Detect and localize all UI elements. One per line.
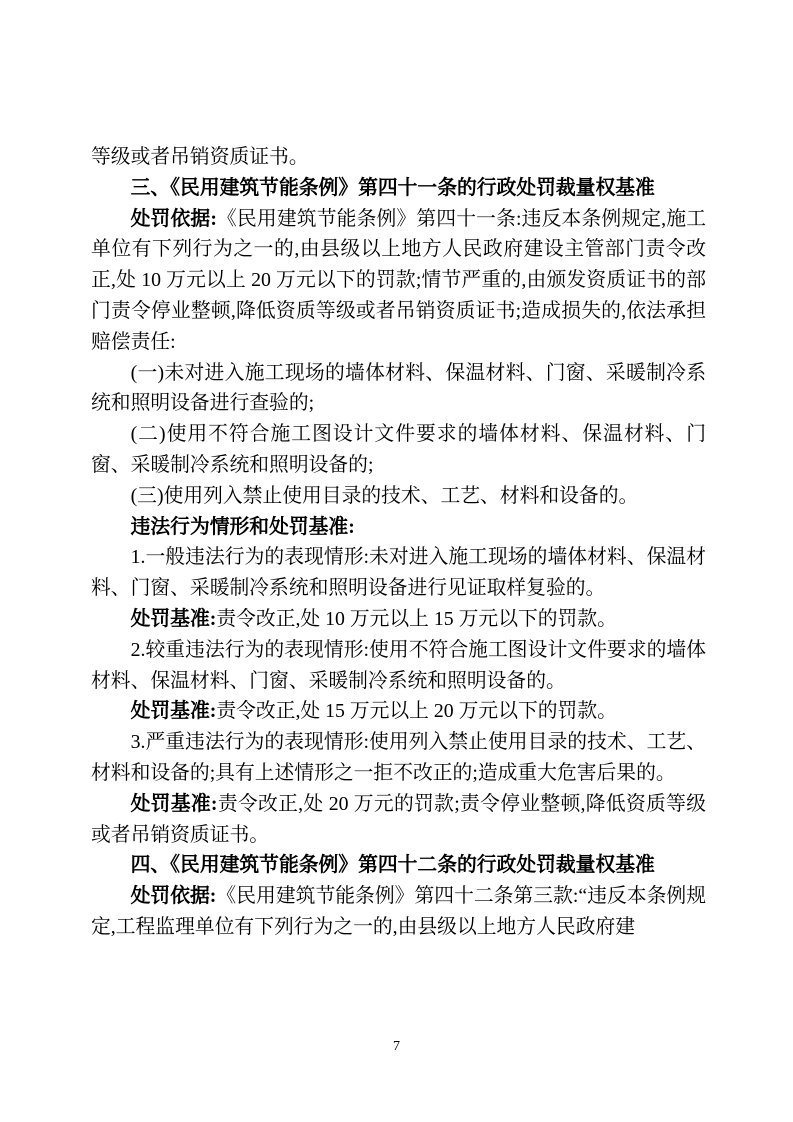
list-item-2: (二)使用不符合施工图设计文件要求的墙体材料、保温材料、门窗、采暖制冷系统和照明设备的; (91, 423, 706, 476)
penalty-standard-label: 处罚基准: (130, 792, 218, 815)
paragraph-text: 责令改正,处 20 万元的罚款;责令停业整顿,降低资质等级或者吊销资质证书。 (91, 792, 706, 846)
penalty-standard-label: 处罚基准: (130, 700, 217, 723)
penalty-standard-label: 处罚基准: (130, 607, 217, 630)
paragraph-text: 《民用建筑节能条例》第四十二条第三款:“违反本条例规定,工程监理单位有下列行为之一的,由县级以上地方人民政府建 (91, 885, 707, 938)
section-heading-article-42: 四、《民用建筑节能条例》第四十二条的行政处罚裁量权基准 (130, 854, 655, 877)
list-item-3: (三)使用列入禁止使用目录的技术、工艺、材料和设备的。 (130, 484, 639, 507)
paragraph-general-violation: 1.一般违法行为的表现情形:未对进入施工现场的墙体材料、保温材料、门窗、采暖制冷系统和照明设备进行见证取样复验的。 (91, 546, 706, 600)
paragraph-serious-violation: 2.较重违法行为的表现情形:使用不符合施工图设计文件要求的墙体材料、保温材料、门窗、采暖制冷系统和照明设备的。 (91, 638, 706, 692)
paragraph-continuation: 等级或者吊销资质证书。 (91, 146, 309, 168)
list-item-1: (一)未对进入施工现场的墙体材料、保温材料、门窗、采暖制冷系统和照明设备进行查验的; (91, 361, 706, 415)
subheading-violation-circumstances: 违法行为情形和处罚基准: (130, 515, 355, 538)
penalty-basis-label: 处罚依据: (130, 885, 217, 908)
paragraph-penalty-basis-41 (91, 204, 706, 358)
paragraph-text: 《民用建筑节能条例》第四十一条:违反本条例规定,施工单位有下列行为之一的,由县级以上地方人民政府建设主管部门责令改正,处 10 万元以上 20 万元以下的罚款;情节严重的,由颁发资质证书的部门责令停业整顿,降低资质等级或者吊销资质证书;造成损失的,依法承担赔偿责任: (91, 207, 706, 353)
paragraph-penalty-standard-1 (91, 604, 706, 635)
penalty-basis-label: 处罚依据: (130, 207, 217, 230)
section-heading-article-41: 三、《民用建筑节能条例》第四十一条的行政处罚裁量权基准 (130, 176, 655, 199)
page-number: 7 (393, 1039, 400, 1054)
paragraph-penalty-standard-3 (91, 789, 706, 851)
paragraph-text: 责令改正,处 15 万元以上 20 万元以下的罚款。 (216, 700, 617, 723)
paragraph-penalty-standard-2 (91, 696, 706, 727)
paragraph-severe-violation: 3.严重违法行为的表现情形:使用列入禁止使用目录的技术、工艺、材料和设备的;具有上述情形之一拒不改正的;造成重大危害后果的。 (91, 731, 706, 784)
document-body (91, 142, 706, 943)
paragraph-text: 责令改正,处 10 万元以上 15 万元以下的罚款。 (216, 607, 617, 630)
paragraph-penalty-basis-42 (91, 881, 706, 943)
